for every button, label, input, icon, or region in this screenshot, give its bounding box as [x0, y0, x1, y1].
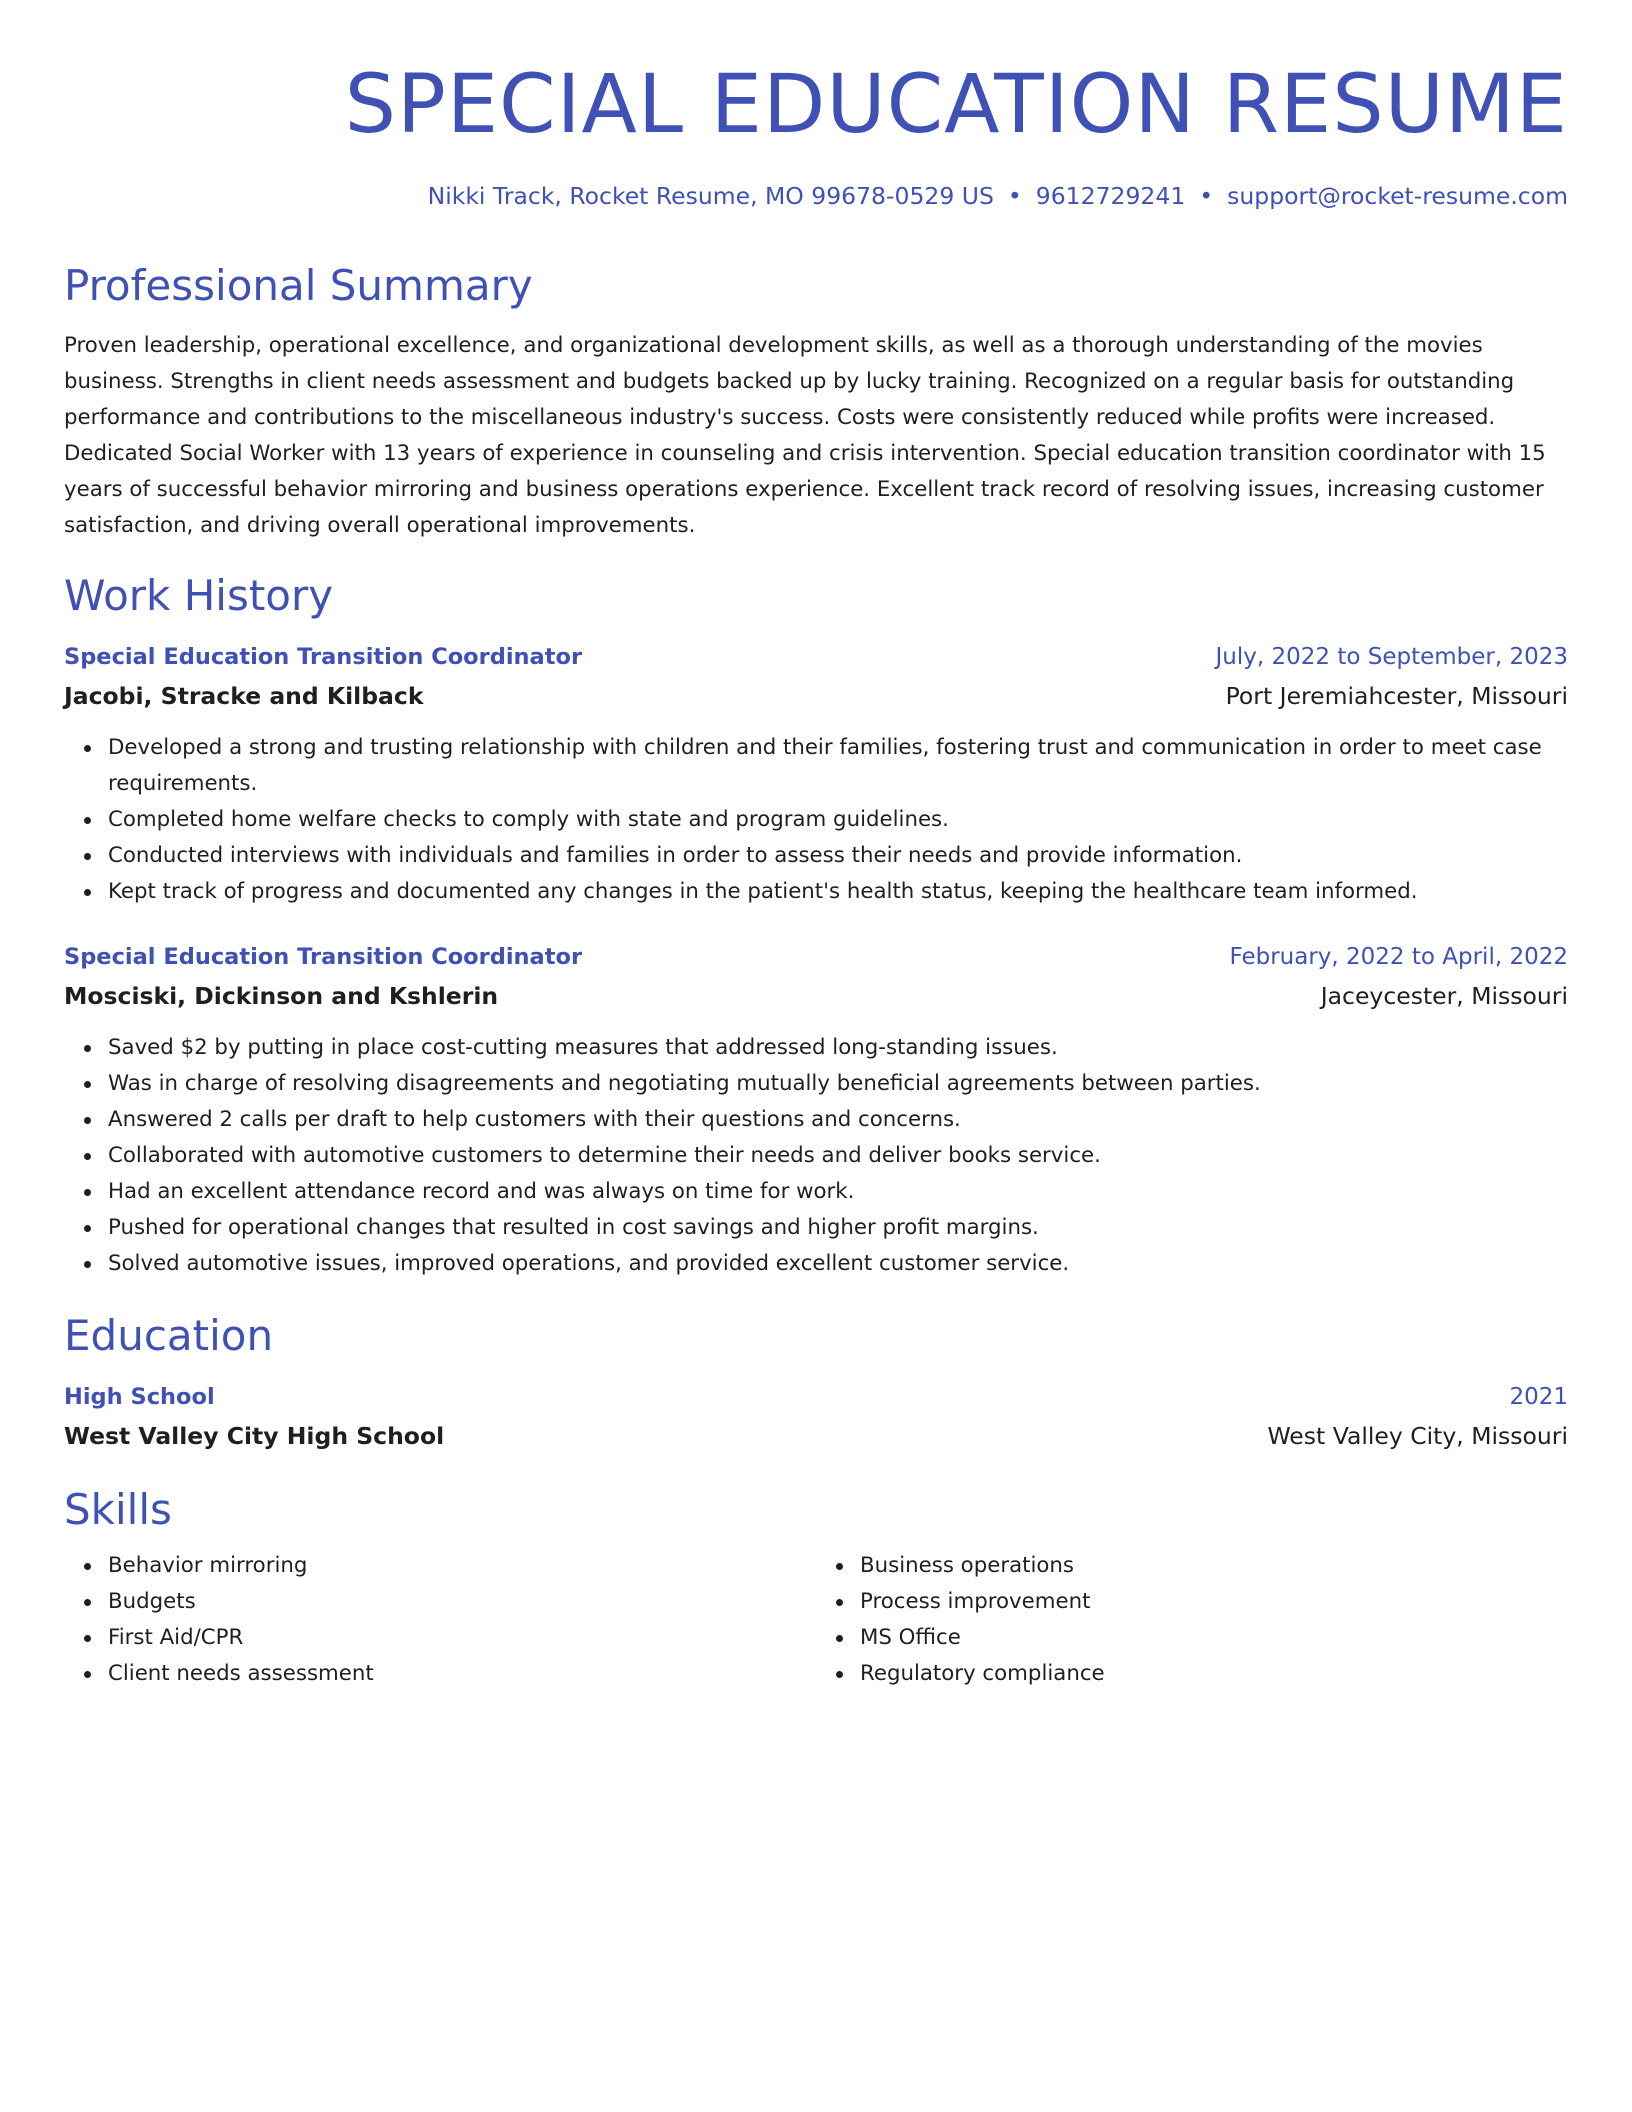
job-dates: February, 2022 to April, 2022 [1229, 944, 1568, 970]
education-school: West Valley City High School [64, 1422, 445, 1450]
education-location: West Valley City, Missouri [1267, 1422, 1568, 1450]
education-school-row [64, 1416, 1568, 1456]
skills-heading: Skills [64, 1485, 172, 1534]
list-item: Was in charge of resolving disagreements and negotiating mutually beneficial agreements between parties. [108, 1066, 1568, 1102]
list-item: Solved automotive issues, improved operations, and provided excellent customer service. [108, 1246, 1568, 1282]
job-location: Jaceycester, Missouri [1320, 982, 1568, 1010]
skills-list-left [64, 1548, 816, 1692]
job-entry [64, 638, 1568, 910]
contact-phone: 9612729241 [1035, 182, 1186, 210]
contact-separator: • [1007, 182, 1022, 210]
job-duties-list [64, 1030, 1568, 1282]
education-entry [64, 1378, 1568, 1456]
summary-heading: Professional Summary [64, 261, 533, 310]
job-company: Mosciski, Dickinson and Kshlerin [64, 982, 499, 1010]
work-history-heading: Work History [64, 571, 334, 620]
list-item: Collaborated with automotive customers to determine their needs and deliver books service. [108, 1138, 1568, 1174]
skill-item: Business operations [860, 1548, 1568, 1584]
list-item: Answered 2 calls per draft to help customers with their questions and concerns. [108, 1102, 1568, 1138]
skill-item: First Aid/CPR [108, 1620, 816, 1656]
skill-item: Client needs assessment [108, 1656, 816, 1692]
education-heading: Education [64, 1311, 274, 1360]
skill-item: Behavior mirroring [108, 1548, 816, 1584]
resume-title: SPECIAL EDUCATION RESUME [344, 58, 1568, 152]
job-company-row [64, 676, 1568, 716]
education-degree: High School [64, 1384, 215, 1410]
job-location: Port Jeremiahcester, Missouri [1225, 682, 1568, 710]
list-item: Developed a strong and trusting relationship with children and their families, fostering trust and communication in order to meet case requirements. [108, 730, 1568, 802]
list-item: Completed home welfare checks to comply with state and program guidelines. [108, 802, 1568, 838]
job-dates: July, 2022 to September, 2023 [1215, 644, 1568, 670]
contact-address: Nikki Track, Rocket Resume, MO 99678-0529 US [427, 182, 994, 210]
job-title-row [64, 938, 1568, 976]
resume-header [64, 50, 1568, 214]
education-year: 2021 [1509, 1384, 1568, 1410]
skills-list-right [816, 1548, 1568, 1692]
skill-item: Regulatory compliance [860, 1656, 1568, 1692]
skill-item: Budgets [108, 1584, 816, 1620]
list-item: Kept track of progress and documented any changes in the patient's health status, keeping the healthcare team informed. [108, 874, 1568, 910]
skills-columns [64, 1548, 1568, 1692]
list-item: Pushed for operational changes that resulted in cost savings and higher profit margins. [108, 1210, 1568, 1246]
skill-item: Process improvement [860, 1584, 1568, 1620]
list-item: Saved $2 by putting in place cost-cutting measures that addressed long-standing issues. [108, 1030, 1568, 1066]
summary-text: Proven leadership, operational excellence, and organizational development skills, as well as a thorough understanding of the movies business. Strengths in client needs assessment and budgets backed up by lucky training. Recognized on a regular basis for outstanding performance and contributions to the miscellaneous industry's success. Costs were consistently reduced while profits were increased. Dedicated Social Worker with 13 years of experience in counseling and crisis intervention. Special education transition coordinator with 15 years of successful behavior mirroring and business operations experience. Excellent track record of resolving issues, increasing customer satisfaction, and driving overall operational improvements. [64, 333, 1546, 538]
job-title-row [64, 638, 1568, 676]
list-item: Conducted interviews with individuals and families in order to assess their needs and provide information. [108, 838, 1568, 874]
job-duties-list [64, 730, 1568, 910]
education-degree-row [64, 1378, 1568, 1416]
job-entry [64, 938, 1568, 1282]
job-title: Special Education Transition Coordinator [64, 644, 583, 670]
job-title: Special Education Transition Coordinator [64, 944, 583, 970]
skill-item: MS Office [860, 1620, 1568, 1656]
contact-separator: • [1199, 182, 1214, 210]
job-company-row [64, 976, 1568, 1016]
job-company: Jacobi, Stracke and Kilback [64, 682, 424, 710]
list-item: Had an excellent attendance record and was always on time for work. [108, 1174, 1568, 1210]
contact-email[interactable]: support@rocket-resume.com [1227, 182, 1568, 210]
contact-line [64, 178, 1568, 214]
